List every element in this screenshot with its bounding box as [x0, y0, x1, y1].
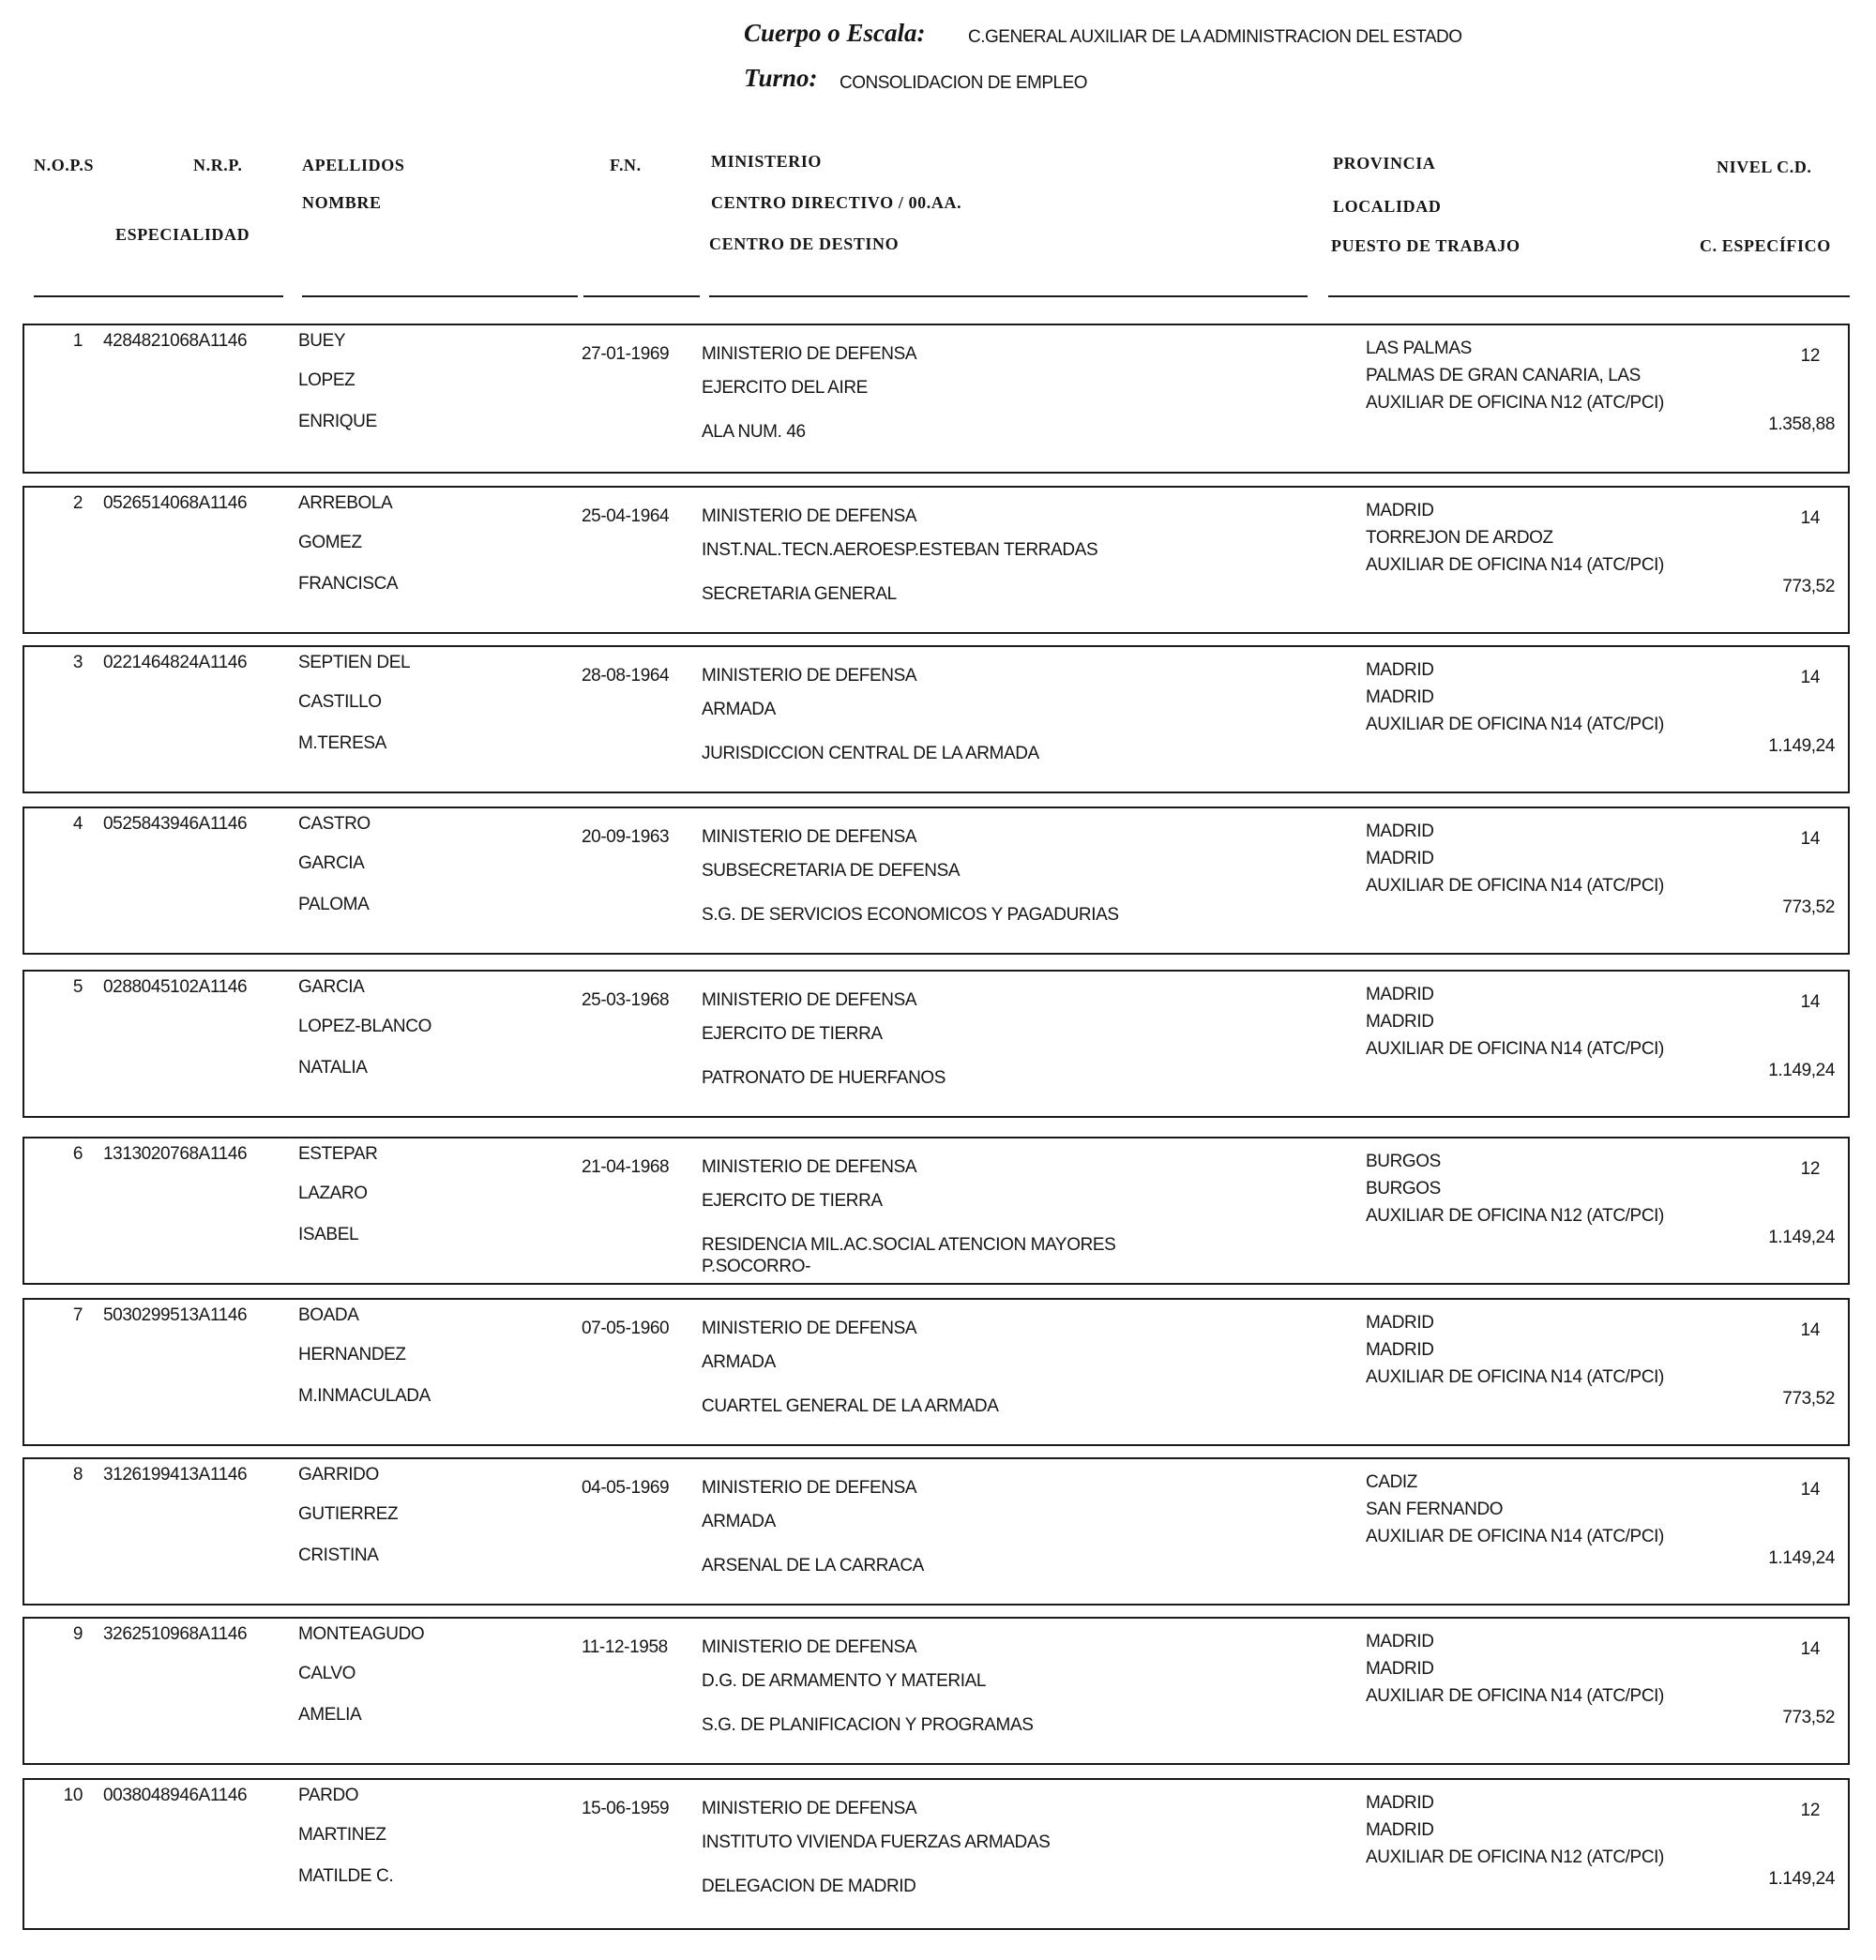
record-localidad: PALMAS DE GRAN CANARIA, LAS: [1366, 366, 1641, 385]
record-centro-destino: PATRONATO DE HUERFANOS: [702, 1068, 946, 1088]
header-underline: [302, 295, 578, 297]
record-nrp: 3262510968A1146: [103, 1624, 248, 1644]
record-puesto: AUXILIAR DE OFICINA N14 (ATC/PCI): [1366, 555, 1664, 575]
record-apellido1: BOADA: [298, 1305, 359, 1325]
record-provincia: MADRID: [1366, 501, 1434, 520]
record-row: [23, 1137, 1850, 1285]
col-header-ministerio: MINISTERIO: [711, 152, 823, 171]
record-apellido1: SEPTIEN DEL: [298, 653, 411, 672]
record-localidad: SAN FERNANDO: [1366, 1500, 1504, 1519]
record-ministerio: MINISTERIO DE DEFENSA: [702, 1637, 917, 1657]
record-especifico: 773,52: [1782, 577, 1835, 596]
record-nivel: 14: [1800, 829, 1820, 849]
record-provincia: MADRID: [1366, 822, 1434, 841]
col-header-fn: F.N.: [610, 156, 642, 174]
col-header-centro-directivo: CENTRO DIRECTIVO / 00.AA.: [711, 193, 962, 212]
record-localidad: BURGOS: [1366, 1179, 1441, 1199]
record-centro-destino: ALA NUM. 46: [702, 422, 806, 442]
record-nombre: FRANCISCA: [298, 574, 399, 594]
record-nombre: PALOMA: [298, 895, 370, 914]
col-header-nops: N.O.P.S: [34, 156, 95, 174]
record-fecha-nacimiento: 21-04-1968: [582, 1157, 670, 1177]
record-centro-destino: RESIDENCIA MIL.AC.SOCIAL ATENCION MAYORES P.SOCORRO-: [702, 1235, 1116, 1276]
cuerpo-value: C.GENERAL AUXILIAR DE LA ADMINISTRACION DEL ESTADO: [968, 27, 1462, 47]
header-underline: [34, 295, 283, 297]
record-nombre: ISABEL: [298, 1225, 359, 1244]
record-nivel: 12: [1800, 346, 1820, 366]
record-localidad: MADRID: [1366, 849, 1434, 868]
record-fecha-nacimiento: 28-08-1964: [582, 666, 670, 686]
record-nrp: 4284821068A1146: [103, 331, 248, 351]
col-header-provincia: PROVINCIA: [1333, 154, 1436, 173]
record-nombre: ENRIQUE: [298, 412, 377, 431]
record-centro-directivo: EJERCITO DEL AIRE: [702, 378, 868, 398]
record-apellido1: CASTRO: [298, 814, 371, 834]
record-row: [23, 1457, 1850, 1606]
record-provincia: MADRID: [1366, 1632, 1434, 1651]
record-centro-directivo: EJERCITO DE TIERRA: [702, 1191, 883, 1211]
record-apellido2: GOMEZ: [298, 533, 362, 552]
record-nivel: 14: [1800, 1320, 1820, 1340]
record-fecha-nacimiento: 04-05-1969: [582, 1478, 670, 1498]
record-puesto: AUXILIAR DE OFICINA N14 (ATC/PCI): [1366, 1039, 1664, 1059]
turno-label: Turno:: [744, 64, 818, 92]
record-localidad: MADRID: [1366, 1659, 1434, 1679]
record-ministerio: MINISTERIO DE DEFENSA: [702, 1319, 917, 1338]
record-centro-destino: DELEGACION DE MADRID: [702, 1877, 916, 1896]
record-nrp: 5030299513A1146: [103, 1305, 248, 1325]
record-especifico: 1.149,24: [1768, 736, 1835, 756]
record-centro-destino: SECRETARIA GENERAL: [702, 584, 897, 604]
record-fecha-nacimiento: 25-04-1964: [582, 506, 670, 526]
record-apellido1: GARRIDO: [298, 1465, 379, 1485]
record-especifico: 1.358,88: [1768, 415, 1835, 434]
record-apellido1: PARDO: [298, 1786, 359, 1805]
record-nops: 7: [72, 1305, 83, 1325]
record-nops: 4: [72, 814, 83, 834]
record-fecha-nacimiento: 20-09-1963: [582, 827, 670, 847]
record-especifico: 1.149,24: [1768, 1869, 1835, 1889]
record-ministerio: MINISTERIO DE DEFENSA: [702, 1478, 917, 1498]
record-nops: 6: [72, 1144, 83, 1164]
record-nombre: CRISTINA: [298, 1545, 379, 1565]
record-nivel: 12: [1800, 1159, 1820, 1179]
record-especifico: 773,52: [1782, 1708, 1835, 1727]
record-fecha-nacimiento: 25-03-1968: [582, 990, 670, 1010]
record-nivel: 12: [1800, 1801, 1820, 1820]
record-puesto: AUXILIAR DE OFICINA N12 (ATC/PCI): [1366, 1847, 1664, 1867]
record-fecha-nacimiento: 15-06-1959: [582, 1799, 670, 1818]
record-nrp: 0526514068A1146: [103, 493, 248, 513]
record-apellido2: LOPEZ: [298, 370, 356, 390]
record-ministerio: MINISTERIO DE DEFENSA: [702, 344, 917, 364]
record-nops: 1: [72, 331, 83, 351]
record-nivel: 14: [1800, 1639, 1820, 1659]
col-header-apellidos: APELLIDOS: [302, 156, 405, 174]
record-nrp: 1313020768A1146: [103, 1144, 248, 1164]
record-ministerio: MINISTERIO DE DEFENSA: [702, 1157, 917, 1177]
record-apellido2: MARTINEZ: [298, 1825, 386, 1845]
record-apellido2: HERNANDEZ: [298, 1345, 406, 1364]
record-apellido2: LAZARO: [298, 1184, 368, 1203]
record-nivel: 14: [1800, 992, 1820, 1012]
record-row: [23, 807, 1850, 955]
record-centro-destino: ARSENAL DE LA CARRACA: [702, 1556, 924, 1576]
col-header-nrp: N.R.P.: [193, 156, 243, 174]
record-localidad: MADRID: [1366, 1340, 1434, 1360]
record-fecha-nacimiento: 27-01-1969: [582, 344, 670, 364]
col-header-nivel: NIVEL C.D.: [1717, 158, 1812, 176]
record-nrp: 3126199413A1146: [103, 1465, 248, 1485]
record-nrp: 0221464824A1146: [103, 653, 248, 672]
record-centro-directivo: SUBSECRETARIA DE DEFENSA: [702, 861, 961, 881]
record-apellido1: MONTEAGUDO: [298, 1624, 425, 1644]
record-puesto: AUXILIAR DE OFICINA N14 (ATC/PCI): [1366, 1367, 1664, 1387]
record-apellido1: GARCIA: [298, 977, 365, 997]
record-centro-directivo: ARMADA: [702, 1512, 776, 1531]
record-nops: 3: [72, 653, 83, 672]
record-row: [23, 1298, 1850, 1446]
record-provincia: MADRID: [1366, 985, 1434, 1004]
record-nops: 9: [72, 1624, 83, 1644]
record-provincia: CADIZ: [1366, 1472, 1418, 1492]
record-puesto: AUXILIAR DE OFICINA N14 (ATC/PCI): [1366, 1686, 1664, 1706]
record-row: [23, 645, 1850, 793]
record-centro-destino: S.G. DE SERVICIOS ECONOMICOS Y PAGADURIAS: [702, 905, 1119, 925]
record-nombre: MATILDE C.: [298, 1866, 394, 1886]
record-especifico: 1.149,24: [1768, 1548, 1835, 1568]
record-puesto: AUXILIAR DE OFICINA N12 (ATC/PCI): [1366, 393, 1664, 413]
record-nombre: M.TERESA: [298, 733, 386, 753]
record-provincia: LAS PALMAS: [1366, 339, 1472, 358]
header-underline: [1328, 295, 1850, 297]
record-nivel: 14: [1800, 668, 1820, 687]
record-provincia: BURGOS: [1366, 1152, 1441, 1171]
record-apellido1: ESTEPAR: [298, 1144, 378, 1164]
record-puesto: AUXILIAR DE OFICINA N12 (ATC/PCI): [1366, 1206, 1664, 1226]
record-apellido1: ARREBOLA: [298, 493, 393, 513]
record-row: [23, 1778, 1850, 1930]
record-row: [23, 1617, 1850, 1765]
record-apellido2: CASTILLO: [298, 692, 382, 712]
header-underline: [709, 295, 1308, 297]
record-ministerio: MINISTERIO DE DEFENSA: [702, 506, 917, 526]
col-header-especifico: C. ESPECÍFICO: [1700, 236, 1831, 255]
record-apellido2: GUTIERREZ: [298, 1504, 399, 1524]
record-centro-directivo: ARMADA: [702, 1352, 776, 1372]
cuerpo-label: Cuerpo o Escala:: [744, 19, 926, 47]
record-especifico: 1.149,24: [1768, 1228, 1835, 1247]
header-underline: [583, 295, 700, 297]
record-centro-destino: S.G. DE PLANIFICACION Y PROGRAMAS: [702, 1715, 1034, 1735]
col-header-puesto: PUESTO DE TRABAJO: [1331, 236, 1520, 255]
record-centro-directivo: D.G. DE ARMAMENTO Y MATERIAL: [702, 1671, 987, 1691]
col-header-centro-destino: CENTRO DE DESTINO: [709, 234, 900, 253]
record-especifico: 773,52: [1782, 1389, 1835, 1409]
record-localidad: TORREJON DE ARDOZ: [1366, 528, 1553, 548]
record-ministerio: MINISTERIO DE DEFENSA: [702, 827, 917, 847]
record-centro-directivo: EJERCITO DE TIERRA: [702, 1024, 883, 1044]
record-puesto: AUXILIAR DE OFICINA N14 (ATC/PCI): [1366, 876, 1664, 896]
record-localidad: MADRID: [1366, 1820, 1434, 1840]
turno-value: CONSOLIDACION DE EMPLEO: [840, 73, 1088, 93]
record-nivel: 14: [1800, 508, 1820, 528]
record-nops: 10: [63, 1786, 83, 1805]
record-centro-directivo: ARMADA: [702, 700, 776, 719]
record-nrp: 0038048946A1146: [103, 1786, 248, 1805]
record-fecha-nacimiento: 07-05-1960: [582, 1319, 670, 1338]
record-centro-destino: JURISDICCION CENTRAL DE LA ARMADA: [702, 744, 1039, 763]
record-apellido1: BUEY: [298, 331, 346, 351]
record-localidad: MADRID: [1366, 1012, 1434, 1032]
record-nrp: 0288045102A1146: [103, 977, 248, 997]
record-especifico: 1.149,24: [1768, 1061, 1835, 1080]
record-provincia: MADRID: [1366, 1313, 1434, 1333]
record-apellido2: GARCIA: [298, 853, 365, 873]
record-nops: 8: [72, 1465, 83, 1485]
record-centro-destino: CUARTEL GENERAL DE LA ARMADA: [702, 1396, 999, 1416]
record-provincia: MADRID: [1366, 660, 1434, 680]
record-puesto: AUXILIAR DE OFICINA N14 (ATC/PCI): [1366, 715, 1664, 734]
record-nops: 2: [72, 493, 83, 513]
record-row: [23, 970, 1850, 1118]
record-fecha-nacimiento: 11-12-1958: [582, 1637, 668, 1657]
record-puesto: AUXILIAR DE OFICINA N14 (ATC/PCI): [1366, 1527, 1664, 1546]
record-provincia: MADRID: [1366, 1793, 1434, 1813]
record-nombre: AMELIA: [298, 1705, 362, 1725]
record-nrp: 0525843946A1146: [103, 814, 248, 834]
record-nivel: 14: [1800, 1480, 1820, 1500]
col-header-nombre: NOMBRE: [302, 193, 382, 212]
record-ministerio: MINISTERIO DE DEFENSA: [702, 666, 917, 686]
record-nombre: NATALIA: [298, 1058, 368, 1078]
record-apellido2: CALVO: [298, 1664, 356, 1683]
record-nombre: M.INMACULADA: [298, 1386, 431, 1406]
record-row: [23, 486, 1850, 634]
record-ministerio: MINISTERIO DE DEFENSA: [702, 990, 917, 1010]
record-especifico: 773,52: [1782, 897, 1835, 917]
record-centro-directivo: INSTITUTO VIVIENDA FUERZAS ARMADAS: [702, 1832, 1051, 1852]
col-header-localidad: LOCALIDAD: [1333, 197, 1442, 216]
record-centro-directivo: INST.NAL.TECN.AEROESP.ESTEBAN TERRADAS: [702, 540, 1098, 560]
record-row: [23, 324, 1850, 474]
record-ministerio: MINISTERIO DE DEFENSA: [702, 1799, 917, 1818]
record-apellido2: LOPEZ-BLANCO: [298, 1017, 431, 1036]
record-nops: 5: [72, 977, 83, 997]
col-header-especialidad: ESPECIALIDAD: [115, 225, 250, 244]
record-localidad: MADRID: [1366, 687, 1434, 707]
